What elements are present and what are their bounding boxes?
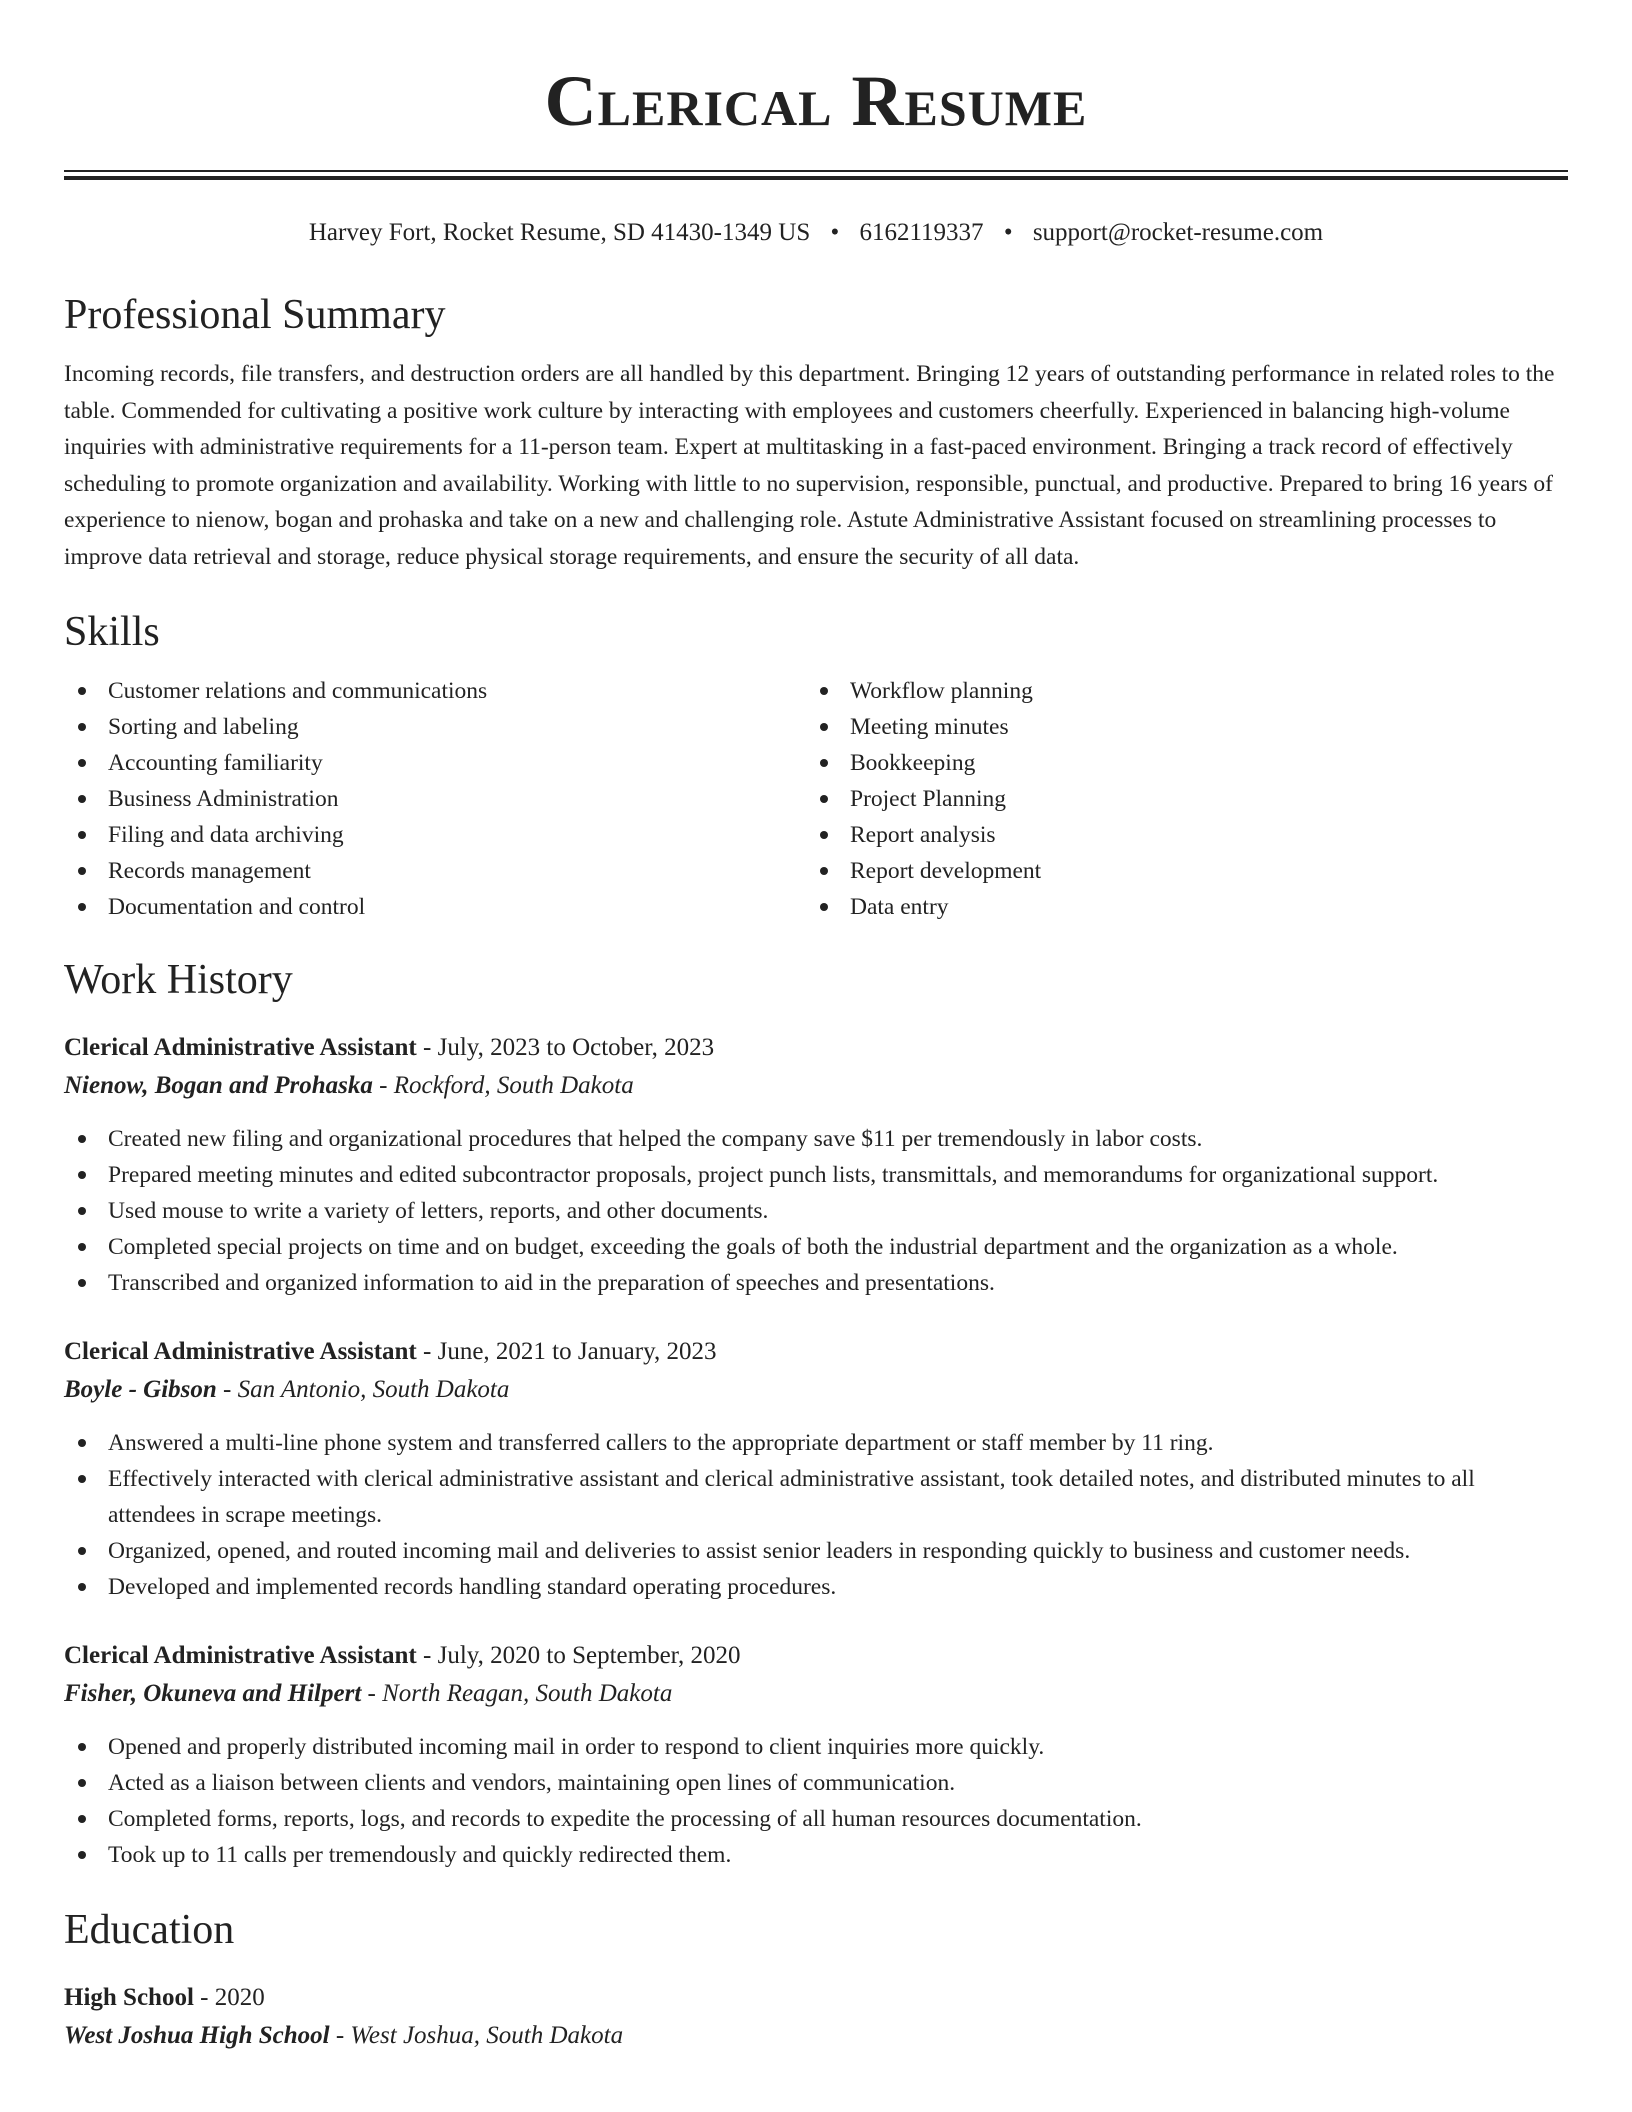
job-duties (64, 1425, 1568, 1605)
job-company-line (64, 1371, 1568, 1409)
bullet-icon (78, 1439, 86, 1447)
contact-separator: • (1003, 219, 1013, 246)
job-duty: Effectively interacted with clerical administrative assistant and clerical administrative assistant, took detailed notes, and distributed minutes to all attendees in scrape meetings. (64, 1461, 1568, 1533)
bullet-icon (78, 1743, 86, 1751)
job-location: - Rockford, South Dakota (372, 1072, 634, 1099)
bullet-icon (78, 759, 86, 767)
job-title-line (64, 1333, 1568, 1371)
job-title: Clerical Administrative Assistant (64, 1338, 417, 1365)
bullet-icon (78, 1583, 86, 1591)
bullet-icon (78, 1779, 86, 1787)
bullet-icon (78, 1135, 86, 1143)
education-heading: Education (64, 1907, 235, 1953)
bullet-icon (78, 1243, 86, 1251)
job-duty: Created new filing and organizational procedures that helped the company save $11 per tremendously in labor costs. (64, 1121, 1568, 1157)
bullet-icon (78, 687, 86, 695)
job-dates: - July, 2023 to October, 2023 (416, 1034, 715, 1061)
job-duty: Answered a multi-line phone system and transferred callers to the appropriate department or staff member by 11 ring. (64, 1425, 1568, 1461)
job-duty: Organized, opened, and routed incoming mail and deliveries to assist senior leaders in responding quickly to business and customer needs. (64, 1533, 1568, 1569)
job-title-line (64, 1637, 1568, 1675)
job-duty: Used mouse to write a variety of letters, reports, and other documents. (64, 1193, 1568, 1229)
job-duty: Acted as a liaison between clients and vendors, maintaining open lines of communication. (64, 1765, 1568, 1801)
job-location: - North Reagan, South Dakota (361, 1680, 673, 1707)
work-history-heading: Work History (64, 957, 293, 1003)
skills-list-right (806, 673, 1548, 925)
job-company-line (64, 1675, 1568, 1713)
contact-phone: 6162119337 (859, 219, 984, 246)
bullet-icon (78, 1851, 86, 1859)
education-year: - 2020 (193, 1984, 265, 2011)
skill-item: Data entry (806, 889, 1548, 925)
job-duty: Opened and properly distributed incoming mail in order to respond to client inquiries more quickly. (64, 1729, 1568, 1765)
bullet-icon (78, 867, 86, 875)
skill-item: Project Planning (806, 781, 1548, 817)
contact-separator: • (830, 219, 840, 246)
summary-heading: Professional Summary (64, 292, 446, 338)
job-title: Clerical Administrative Assistant (64, 1034, 417, 1061)
job-title-line (64, 1029, 1568, 1067)
job-company-line (64, 1067, 1568, 1105)
skill-item: Business Administration (64, 781, 806, 817)
bullet-icon (78, 903, 86, 911)
skill-item: Filing and data archiving (64, 817, 806, 853)
bullet-icon (820, 759, 828, 767)
education-location: - West Joshua, South Dakota (329, 2022, 624, 2049)
skill-item: Records management (64, 853, 806, 889)
bullet-icon (78, 1547, 86, 1555)
bullet-icon (820, 723, 828, 731)
bullet-icon (78, 1207, 86, 1215)
job-entry (64, 1029, 1568, 1301)
skill-item: Workflow planning (806, 673, 1548, 709)
skill-item: Accounting familiarity (64, 745, 806, 781)
education-school: West Joshua High School (64, 2022, 330, 2049)
skill-item: Report development (806, 853, 1548, 889)
title-divider (64, 170, 1568, 180)
bullet-icon (78, 1475, 86, 1483)
bullet-icon (78, 795, 86, 803)
job-dates: - June, 2021 to January, 2023 (416, 1338, 717, 1365)
bullet-icon (820, 903, 828, 911)
bullet-icon (820, 687, 828, 695)
job-duty: Completed forms, reports, logs, and records to expedite the processing of all human resources documentation. (64, 1801, 1568, 1837)
bullet-icon (78, 831, 86, 839)
job-duty: Transcribed and organized information to aid in the preparation of speeches and presentations. (64, 1265, 1568, 1301)
skill-item: Customer relations and communications (64, 673, 806, 709)
bullet-icon (78, 1279, 86, 1287)
job-title: Clerical Administrative Assistant (64, 1642, 417, 1669)
resume-title: Clerical Resume (544, 61, 1088, 141)
skill-item: Meeting minutes (806, 709, 1548, 745)
skill-item: Report analysis (806, 817, 1548, 853)
bullet-icon (78, 723, 86, 731)
education-entry (64, 1979, 1568, 2055)
job-entry (64, 1637, 1568, 1873)
skill-item: Bookkeeping (806, 745, 1548, 781)
skills-columns (64, 673, 1568, 925)
job-duty: Took up to 11 calls per tremendously and quickly redirected them. (64, 1837, 1568, 1873)
job-location: - San Antonio, South Dakota (216, 1376, 510, 1403)
contact-email: support@rocket-resume.com (1032, 219, 1324, 246)
job-entry (64, 1333, 1568, 1605)
job-company: Boyle - Gibson (64, 1376, 217, 1403)
education-school-line (64, 2017, 1568, 2055)
skills-heading: Skills (64, 609, 160, 655)
education-degree: High School (64, 1984, 194, 2011)
contact-address: Harvey Fort, Rocket Resume, SD 41430-1349 US (308, 219, 811, 246)
job-duties (64, 1729, 1568, 1873)
job-duty: Prepared meeting minutes and edited subcontractor proposals, project punch lists, transmittals, and memorandums for organizational support. (64, 1157, 1568, 1193)
summary-text: Incoming records, file transfers, and destruction orders are all handled by this department. Bringing 12 years of outstanding performance in related roles to the table. Commended for cultivating a positive work culture by interacting with employees and customers cheerfully. Experienced in balancing high-volume inquiries with administrative requirements for a 11-person team. Expert at multitasking in a fast-paced environment. Bringing a track record of effectively scheduling to promote organization and availability. Working with little to no supervision, responsible, punctual, and productive. Prepared to bring 16 years of experience to nienow, bogan and prohaska and take on a new and challenging role. Astute Administrative Assistant focused on streamlining processes to improve data retrieval and storage, reduce physical storage requirements, and ensure the security of all data. (64, 361, 1555, 570)
bullet-icon (820, 831, 828, 839)
job-duties (64, 1121, 1568, 1301)
bullet-icon (820, 795, 828, 803)
skill-item: Sorting and labeling (64, 709, 806, 745)
bullet-icon (78, 1815, 86, 1823)
job-company: Nienow, Bogan and Prohaska (64, 1072, 373, 1099)
bullet-icon (78, 1171, 86, 1179)
education-degree-line (64, 1979, 1568, 2017)
job-duty: Developed and implemented records handling standard operating procedures. (64, 1569, 1568, 1605)
skill-item: Documentation and control (64, 889, 806, 925)
skills-list-left (64, 673, 806, 925)
job-company: Fisher, Okuneva and Hilpert (64, 1680, 362, 1707)
contact-line (64, 216, 1568, 250)
job-dates: - July, 2020 to September, 2020 (416, 1642, 741, 1669)
bullet-icon (820, 867, 828, 875)
job-duty: Completed special projects on time and on budget, exceeding the goals of both the industrial department and the organization as a whole. (64, 1229, 1568, 1265)
